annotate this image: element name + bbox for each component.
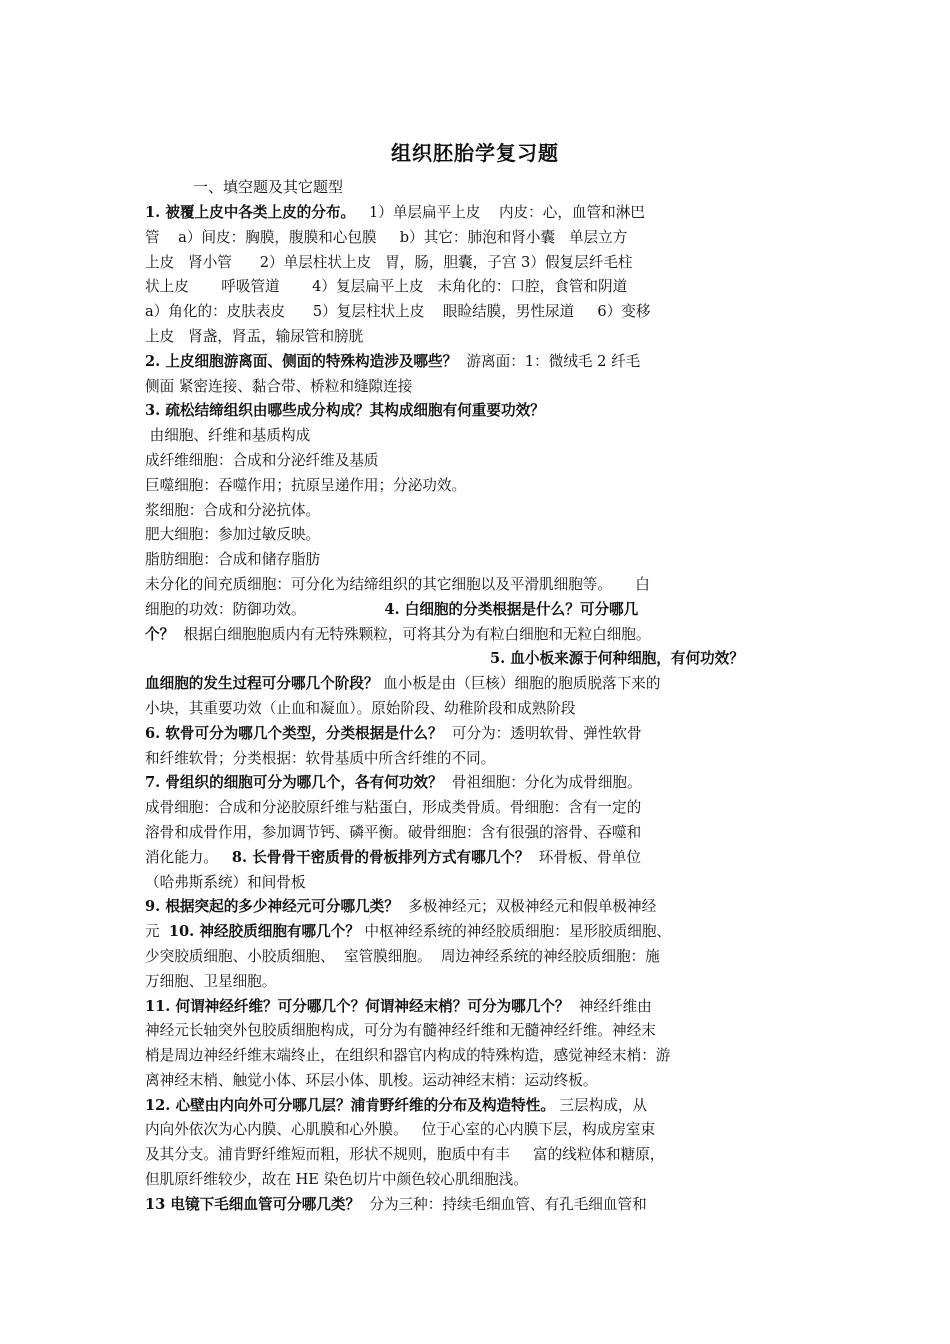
answer-text: 内向外依次为心内膜、心肌膜和心外膜。 位于心室的心内膜下层，构成房室束 xyxy=(145,1121,656,1139)
answer-text: 及其分支。浦肯野纤维短而粗，形状不规则，胞质中有丰 富的线粒体和糖原， xyxy=(145,1146,665,1164)
text-line xyxy=(145,226,815,251)
answer-text: 肥大细胞：参加过敏反映。 xyxy=(145,526,321,544)
answer-text: 多极神经元；双极神经元和假单极神经 xyxy=(398,898,657,916)
answer-text: 状上皮 呼吸管道 4）复层扁平上皮 未角化的：口腔，食管和阴道 xyxy=(145,278,628,296)
question-text: 9. 根据突起的多少神经元可分哪几类？ xyxy=(145,898,399,916)
answer-text: 成纤维细胞：合成和分泌纤维及基质 xyxy=(145,451,379,469)
answer-text: 中枢神经系统的神经胶质细胞：星形胶质细胞、 xyxy=(359,923,672,941)
text-line xyxy=(145,325,815,350)
text-line xyxy=(145,1094,815,1119)
section-heading: 一、填空题及其它题型 xyxy=(193,178,344,196)
text-line xyxy=(145,846,815,871)
answer-text: 根据白细胞胞质内有无特殊颗粒，可将其分为有粒白细胞和无粒白细胞。 xyxy=(174,625,651,643)
answer-text: 浆细胞：合成和分泌抗体。 xyxy=(145,501,321,519)
answer-text: 梢是周边神经纤维末端终止，在组织和器官内构成的特殊构造，感觉神经末梢：游 xyxy=(145,1047,671,1065)
text-line xyxy=(145,523,815,548)
question-text: 12. 心壁由内向外可分哪几层？浦肯野纤维的分布及构造特性。 xyxy=(145,1096,555,1114)
text-line xyxy=(145,1118,815,1143)
answer-text: 元 xyxy=(145,923,169,941)
text-line xyxy=(145,1193,815,1218)
text-line xyxy=(145,499,815,524)
text-line xyxy=(145,474,815,499)
text-line xyxy=(145,647,815,672)
text-line xyxy=(145,871,815,896)
text-line xyxy=(145,920,815,945)
answer-text: 侧面 紧密连接、黏合带、桥粒和缝隙连接 xyxy=(145,377,413,395)
answer-text: 神经元长轴突外包胶质细胞构成，可分为有髓神经纤维和无髓神经纤维。神经末 xyxy=(145,1022,656,1040)
answer-text: 分为三种：持续毛细血管、有孔毛细血管和 xyxy=(360,1195,647,1213)
text-line xyxy=(145,1044,815,1069)
question-text: 7. 骨组织的细胞可分为哪几个，各有何功效？ xyxy=(145,774,443,792)
text-line xyxy=(145,449,815,474)
answer-text: 环骨板、骨单位 xyxy=(529,848,641,866)
document-body xyxy=(145,201,815,1218)
text-line xyxy=(145,399,815,424)
text-line xyxy=(145,771,815,796)
text-line xyxy=(145,548,815,573)
text-line xyxy=(145,598,815,623)
answer-text: 脂肪细胞：合成和储存脂肪 xyxy=(145,551,321,569)
answer-text: 三层构成，从 xyxy=(554,1096,648,1114)
question-text: 13 电镜下毛细血管可分哪几类？ xyxy=(145,1195,361,1213)
answer-text: 少突胶质细胞、小胶质细胞、 室管膜细胞。 周边神经系统的神经胶质细胞：施 xyxy=(145,947,660,965)
question-text: 4. 白细胞的分类根据是什么？可分哪几 xyxy=(384,600,639,618)
text-line xyxy=(145,573,815,598)
answer-text: （哈弗斯系统）和间骨板 xyxy=(145,873,306,891)
text-line xyxy=(145,623,815,648)
text-line xyxy=(145,1168,815,1193)
answer-text: 由细胞、纤维和基质构成 xyxy=(145,427,311,445)
text-line xyxy=(145,970,815,995)
text-line xyxy=(145,1143,815,1168)
text-line xyxy=(145,747,815,772)
text-line xyxy=(145,1019,815,1044)
answer-text: 上皮 肾小管 2）单层柱状上皮 胃，肠，胆囊，子宫 3）假复层纤毛柱 xyxy=(145,253,633,271)
text-line xyxy=(145,697,815,722)
text-line xyxy=(145,796,815,821)
answer-text: 神经纤维由 xyxy=(569,997,652,1015)
answer-text: a）角化的：皮肤表皮 5）复层柱状上皮 眼睑结膜，男性尿道 6）变移 xyxy=(145,303,651,321)
text-line xyxy=(145,375,815,400)
question-text: 5. 血小板来源于何种细胞，有何功效？ xyxy=(490,650,744,668)
question-text: 个？ xyxy=(145,625,175,643)
text-line xyxy=(145,995,815,1020)
answer-text: 万细胞、卫星细胞。 xyxy=(145,972,277,990)
question-text: 8. 长骨骨干密质骨的骨板排列方式有哪几个？ xyxy=(231,848,530,866)
answer-text: 消化能力。 xyxy=(145,848,232,866)
text-line xyxy=(145,945,815,970)
text-line xyxy=(145,350,815,375)
text-line xyxy=(145,1069,815,1094)
document-title: 组织胚胎学复习题 xyxy=(391,141,559,165)
question-text: 2. 上皮细胞游离面、侧面的特殊构造涉及哪些？ xyxy=(145,352,458,370)
answer-text: 溶骨和成骨作用，参加调节钙、磷平衡。破骨细胞：含有很强的溶骨、吞噬和 xyxy=(145,823,642,841)
answer-text: 成骨细胞：合成和分泌胶原纤维与粘蛋白，形成类骨质。骨细胞：含有一定的 xyxy=(145,799,642,817)
question-text: 血细胞的发生过程可分哪几个阶段？ xyxy=(145,675,379,693)
answer-text: 但肌原纤维较少，故在 HE 染色切片中颜色较心肌细胞浅。 xyxy=(145,1171,528,1189)
text-line xyxy=(145,424,815,449)
answer-text: 未分化的间充质细胞：可分化为结缔组织的其它细胞以及平滑肌细胞等。 白 xyxy=(145,575,650,593)
text-line xyxy=(145,672,815,697)
answer-text: 巨噬细胞：吞噬作用；抗原呈递作用；分泌功效。 xyxy=(145,476,467,494)
text-line xyxy=(145,251,815,276)
answer-text: 小块，其重要功效（止血和凝血）。原始阶段、幼稚阶段和成熟阶段 xyxy=(145,699,576,717)
text-line xyxy=(145,895,815,920)
answer-text: 管 a）间皮：胸膜，腹膜和心包膜 b）其它：肺泡和肾小囊 单层立方 xyxy=(145,228,628,246)
answer-text: 血小板是由（巨核）细胞的胞质脱落下来的 xyxy=(378,675,661,693)
answer-text: 1）单层扁平上皮 内皮：心，血管和淋巴 xyxy=(355,204,645,221)
answer-text: 和纤维软骨；分类根据：软骨基质中所含纤维的不同。 xyxy=(145,749,496,767)
answer-text: 可分为：透明软骨、弹性软骨 xyxy=(442,724,642,742)
answer-text: 骨祖细胞：分化为成骨细胞。 xyxy=(442,774,642,792)
question-text: 10. 神经胶质细胞有哪几个？ xyxy=(168,923,360,941)
text-line xyxy=(145,821,815,846)
question-text: 1. 被覆上皮中各类上皮的分布。 xyxy=(145,204,356,221)
answer-text: 上皮 肾盏，肾盂，输尿管和膀胱 xyxy=(145,327,364,345)
question-text: 11. 何谓神经纤维？可分哪几个？何谓神经末梢？可分为哪几个？ xyxy=(145,997,570,1015)
text-line xyxy=(145,300,815,325)
text-line xyxy=(145,201,815,226)
text-line xyxy=(145,275,815,300)
answer-text: 细胞的功效：防御功效。 xyxy=(145,600,385,618)
question-text: 6. 软骨可分为哪几个类型，分类根据是什么？ xyxy=(145,724,443,742)
question-text: 3. 疏松结缔组织由哪些成分构成？其构成细胞有何重要功效？ xyxy=(145,402,545,420)
text-line xyxy=(145,722,815,747)
answer-text: 游离面：1：微绒毛 2 纤毛 xyxy=(457,352,641,370)
answer-text: 离神经末梢、触觉小体、环层小体、肌梭。运动神经末梢：运动终板。 xyxy=(145,1071,598,1089)
